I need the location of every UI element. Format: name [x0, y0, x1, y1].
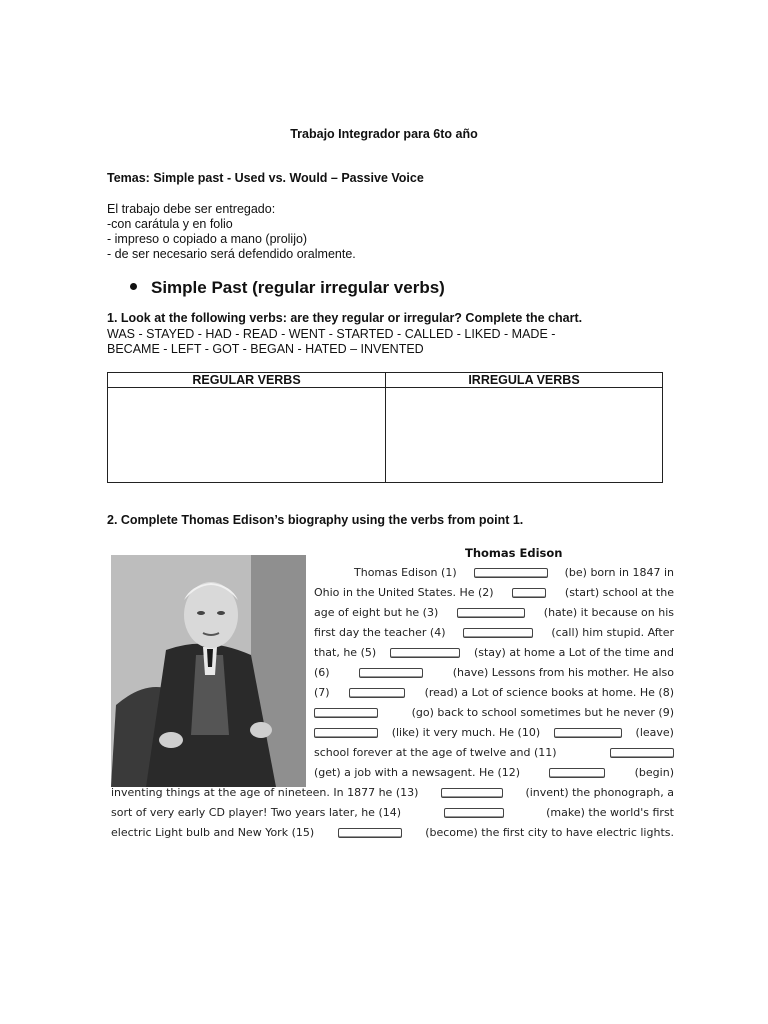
bio-line: first day the teacher (4) (call) him stupid. After: [314, 626, 674, 639]
blank-3[interactable]: [457, 608, 525, 618]
section-heading: [130, 278, 445, 298]
blank-9[interactable]: [314, 728, 378, 738]
bio-line: (go) back to school sometimes but he never (9): [314, 706, 674, 719]
question-1: 1. Look at the following verbs: are they regular or irregular? Complete the chart.: [107, 311, 583, 325]
bio-line: Ohio in the United States. He (2) (start) school at the: [314, 586, 674, 599]
intro-line: - de ser necesario será defendido oralmente.: [107, 247, 356, 261]
topics-line: Temas: Simple past - Used vs. Would – Passive Voice: [107, 171, 424, 185]
section-heading-text: Simple Past (regular irregular verbs): [151, 278, 445, 297]
blank-11[interactable]: [610, 748, 674, 758]
blank-8[interactable]: [314, 708, 378, 718]
intro-line: -con carátula y en folio: [107, 217, 233, 231]
blank-4[interactable]: [463, 628, 533, 638]
regular-verbs-header: REGULAR VERBS: [108, 373, 386, 388]
irregular-verbs-cell[interactable]: [386, 388, 663, 483]
bio-line: electric Light bulb and New York (15) (become) the first city to have electric lights.: [111, 826, 674, 839]
blank-10[interactable]: [554, 728, 622, 738]
bio-line: school forever at the age of twelve and (11): [314, 746, 674, 759]
bio-line: (7) (read) a Lot of science books at home. He (8): [314, 686, 674, 699]
portrait-image: [111, 555, 306, 787]
blank-12[interactable]: [549, 768, 605, 778]
bio-line: Thomas Edison (1) (be) born in 1847 in: [354, 566, 674, 579]
bio-line: sort of very early CD player! Two years later, he (14) (make) the world's first: [111, 806, 674, 819]
regular-verbs-cell[interactable]: [108, 388, 386, 483]
bio-line: (get) a job with a newsagent. He (12) (begin): [314, 766, 674, 779]
verb-list-line: WAS - STAYED - HAD - READ - WENT - STARTED - CALLED - LIKED - MADE -: [107, 327, 556, 341]
blank-14[interactable]: [444, 808, 504, 818]
question-2: 2. Complete Thomas Edison’s biography using the verbs from point 1.: [107, 513, 524, 527]
bio-line: age of eight but he (3) (hate) it because on his: [314, 606, 674, 619]
bio-line: (6) (have) Lessons from his mother. He also: [314, 666, 674, 679]
bio-line: inventing things at the age of nineteen. In 1877 he (13) (invent) the phonograph, a: [111, 786, 674, 799]
blank-5[interactable]: [390, 648, 460, 658]
bio-line: that, he (5) (stay) at home a Lot of the time and: [314, 646, 674, 659]
blank-6[interactable]: [359, 668, 423, 678]
biography-title: Thomas Edison: [465, 546, 563, 560]
blank-2[interactable]: [512, 588, 546, 598]
bio-line: (like) it very much. He (10) (leave): [314, 726, 674, 739]
intro-line: - impreso o copiado a mano (prolijo): [107, 232, 308, 246]
edison-portrait: [111, 555, 306, 787]
verb-list-line: BECAME - LEFT - GOT - BEGAN - HATED – INVENTED: [107, 342, 424, 356]
intro-line: El trabajo debe ser entregado:: [107, 202, 276, 216]
blank-13[interactable]: [441, 788, 503, 798]
verbs-chart: [107, 372, 663, 483]
blank-7[interactable]: [349, 688, 405, 698]
blank-15[interactable]: [338, 828, 402, 838]
irregular-verbs-header: IRREGULA VERBS: [386, 373, 663, 388]
bullet-icon: [130, 283, 137, 290]
blank-1[interactable]: [474, 568, 548, 578]
document-title: Trabajo Integrador para 6to año: [290, 127, 478, 141]
